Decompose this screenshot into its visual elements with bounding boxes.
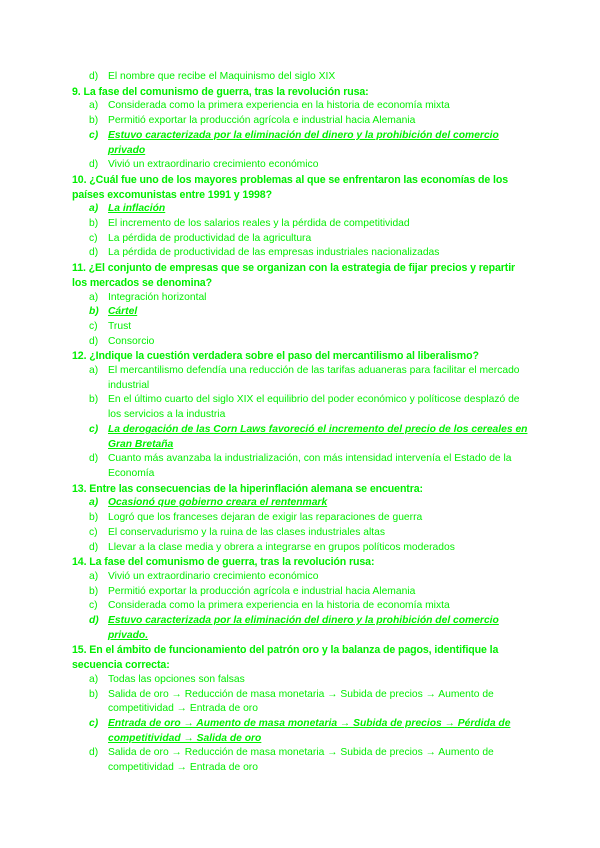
option-text: Cuanto más avanzaba la industrialización, con más intensidad intervenía el Estado de la Economía xyxy=(108,453,512,479)
answer-option-correct xyxy=(72,717,532,746)
answer-option xyxy=(72,570,532,585)
option-text: El mercantilismo defendía una reducción de las tarifas aduaneras para facilitar el mercado industrial xyxy=(108,365,520,391)
option-letter: b) xyxy=(89,218,99,230)
option-letter: b) xyxy=(89,585,99,597)
answer-option xyxy=(72,291,532,306)
question-heading: 14. La fase del comunismo de guerra, tras la revolución rusa: xyxy=(72,556,375,569)
option-text: Estuvo caracterizada por la eliminación del dinero y la prohibición del comercio privado xyxy=(108,129,499,156)
answer-option xyxy=(72,158,532,173)
answer-option-correct xyxy=(72,202,532,217)
option-text: Estuvo caracterizada por la eliminación del dinero y la prohibición del comercio privado. xyxy=(108,615,499,641)
option-letter: c) xyxy=(89,526,98,538)
option-letter: a) xyxy=(89,203,99,215)
option-text: Llevar a la clase media y obrera a integrarse en grupos políticos moderados xyxy=(108,541,455,553)
option-letter: b) xyxy=(89,688,99,700)
answer-option-correct xyxy=(72,614,532,643)
option-text: Todas las opciones son falsas xyxy=(108,673,245,685)
question-heading: 11. ¿El conjunto de empresas que se organizan con la estrategia de fijar precios y repartir los mercados se denomina? xyxy=(72,262,516,289)
option-text: Integración horizontal xyxy=(108,291,207,303)
quiz-content xyxy=(72,70,532,776)
answer-option xyxy=(72,114,532,129)
answer-option xyxy=(72,541,532,556)
option-letter: d) xyxy=(89,247,99,259)
answer-option xyxy=(72,232,532,247)
option-text: La inflación xyxy=(108,203,166,215)
option-letter: d) xyxy=(89,453,99,465)
answer-option xyxy=(72,688,532,717)
answer-option xyxy=(72,599,532,614)
option-text: El nombre que recibe el Maquinismo del siglo XIX xyxy=(108,71,336,82)
option-letter: d) xyxy=(89,615,99,627)
answer-option xyxy=(72,335,532,350)
option-text: Consorcio xyxy=(108,335,155,347)
answer-option-correct xyxy=(72,129,532,158)
option-letter: c) xyxy=(89,129,99,141)
option-letter: a) xyxy=(89,570,99,582)
option-text: La pérdida de productividad de las empresas industriales nacionalizadas xyxy=(108,247,440,259)
option-letter: a) xyxy=(89,497,99,509)
option-letter: d) xyxy=(89,71,99,82)
answer-option xyxy=(72,364,532,393)
option-text: Trust xyxy=(108,320,132,332)
option-text: Cártel xyxy=(108,306,138,318)
option-letter: c) xyxy=(89,232,98,244)
option-letter: b) xyxy=(89,115,99,127)
option-text: Entrada de oro → Aumento de masa monetaria → Subida de precios → Pérdida de competitividad → Salida de oro xyxy=(108,717,511,744)
option-text: Salida de oro → Reducción de masa monetaria → Subida de precios → Aumento de competitividad → Entrada de oro xyxy=(108,688,494,715)
option-text: Permitió exportar la producción agrícola e industrial hacia Alemania xyxy=(108,115,416,127)
question-heading: 13. Entre las consecuencias de la hiperinflación alemana se encuentra: xyxy=(72,482,423,495)
option-letter: c) xyxy=(89,717,99,729)
question-heading: 10. ¿Cuál fue uno de los mayores problemas al que se enfrentaron las economías de los países excomunistas entre 1991 y 1998? xyxy=(72,173,508,201)
option-text: Ocasionó que gobierno creara el rentenmark xyxy=(108,497,328,509)
option-letter: c) xyxy=(89,423,99,435)
option-text: La pérdida de productividad de la agricultura xyxy=(108,232,312,244)
answer-option xyxy=(72,70,532,85)
option-text: El incremento de los salarios reales y la pérdida de competitividad xyxy=(108,218,410,230)
option-text: El conservadurismo y la ruina de las clases industriales altas xyxy=(108,526,386,538)
question-heading: 15. En el ámbito de funcionamiento del patrón oro y la balanza de pagos, identifique la secuencia correcta: xyxy=(72,644,499,672)
answer-option xyxy=(72,511,532,526)
answer-option-correct xyxy=(72,423,532,452)
answer-option xyxy=(72,673,532,688)
option-text: Permitió exportar la producción agrícola e industrial hacia Alemania xyxy=(108,585,416,597)
answer-option xyxy=(72,452,532,481)
option-text: Considerada como la primera experiencia en la historia de economía mixta xyxy=(108,100,450,112)
option-letter: a) xyxy=(89,365,99,377)
option-text: Logró que los franceses dejaran de exigir las reparaciones de guerra xyxy=(108,512,423,524)
option-letter: b) xyxy=(89,394,99,406)
answer-option xyxy=(72,217,532,232)
answer-option-correct xyxy=(72,305,532,320)
option-letter: b) xyxy=(89,512,99,524)
question-heading: 12. ¿Indique la cuestión verdadera sobre el paso del mercantilismo al liberalismo? xyxy=(72,350,479,363)
answer-option xyxy=(72,99,532,114)
option-text: En el último cuarto del siglo XIX el equilibrio del poder económico y políticose desplazó de los servicios a la industria xyxy=(108,394,520,421)
answer-option xyxy=(72,393,532,422)
option-text: Salida de oro → Reducción de masa monetaria → Subida de precios → Aumento de competitividad → Entrada de oro xyxy=(108,747,494,774)
option-letter: a) xyxy=(89,673,99,685)
option-letter: d) xyxy=(89,747,99,759)
option-text: La derogación de las Corn Laws favoreció el incremento del precio de los cereales en Gran Bretaña xyxy=(108,423,528,450)
option-letter: c) xyxy=(89,320,98,332)
option-letter: d) xyxy=(89,335,99,347)
answer-option xyxy=(72,246,532,261)
question-heading: 9. La fase del comunismo de guerra, tras la revolución rusa: xyxy=(72,85,369,98)
option-text: Vivió un extraordinario crecimiento económico xyxy=(108,570,319,582)
answer-option xyxy=(72,526,532,541)
option-text: Vivió un extraordinario crecimiento económico xyxy=(108,159,319,171)
option-text: Considerada como la primera experiencia en la historia de economía mixta xyxy=(108,600,450,612)
option-letter: b) xyxy=(89,306,99,318)
option-letter: a) xyxy=(89,291,99,303)
answer-option xyxy=(72,320,532,335)
answer-option xyxy=(72,746,532,775)
option-letter: d) xyxy=(89,541,99,553)
answer-option xyxy=(72,585,532,600)
option-letter: d) xyxy=(89,159,99,171)
option-letter: c) xyxy=(89,600,98,612)
option-letter: a) xyxy=(89,100,99,112)
answer-option-correct xyxy=(72,496,532,511)
